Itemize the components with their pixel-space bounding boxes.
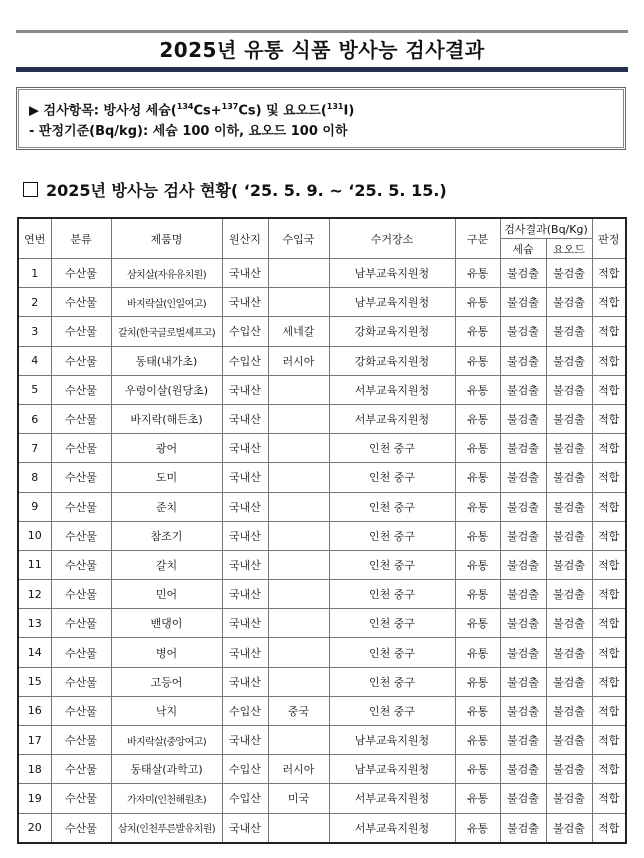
cell-verdict: 적합 — [592, 784, 626, 813]
cell-iodine: 불검출 — [546, 463, 592, 492]
cell-product: 동태(내가초) — [111, 346, 222, 375]
cell-import-country — [268, 404, 329, 433]
cell-category: 수산물 — [51, 259, 111, 288]
cell-cesium: 불검출 — [500, 259, 546, 288]
i131-mass: 131 — [326, 102, 344, 111]
cell-verdict: 적합 — [592, 375, 626, 404]
cell-iodine: 불검출 — [546, 755, 592, 784]
cell-type: 유통 — [455, 726, 500, 755]
cell-cesium: 불검출 — [500, 609, 546, 638]
cell-category: 수산물 — [51, 521, 111, 550]
cell-cesium: 불검출 — [500, 638, 546, 667]
cell-site: 인천 중구 — [329, 609, 455, 638]
table-row — [18, 346, 626, 375]
cell-iodine: 불검출 — [546, 580, 592, 609]
header-verdict: 판정 — [592, 218, 626, 259]
header-collection-site: 수거장소 — [329, 218, 455, 259]
cell-type: 유통 — [455, 667, 500, 696]
cell-import-country — [268, 375, 329, 404]
table-row — [18, 726, 626, 755]
criteria-items-mid: Cs) 및 요오드( — [238, 103, 327, 119]
cell-no: 18 — [18, 755, 51, 784]
cell-category: 수산물 — [51, 492, 111, 521]
cell-type: 유통 — [455, 492, 500, 521]
cell-no: 10 — [18, 521, 51, 550]
cell-verdict: 적합 — [592, 346, 626, 375]
cell-cesium: 불검출 — [500, 755, 546, 784]
cell-site: 강화교육지원청 — [329, 317, 455, 346]
cell-no: 7 — [18, 434, 51, 463]
cell-product: 밴댕이 — [111, 609, 222, 638]
cell-origin: 국내산 — [222, 463, 268, 492]
cell-category: 수산물 — [51, 813, 111, 843]
cell-site: 남부교육지원청 — [329, 288, 455, 317]
table-row — [18, 609, 626, 638]
cell-origin: 국내산 — [222, 259, 268, 288]
cell-product: 고등어 — [111, 667, 222, 696]
cell-category: 수산물 — [51, 755, 111, 784]
cell-type: 유통 — [455, 434, 500, 463]
cell-iodine: 불검출 — [546, 696, 592, 725]
cell-no: 5 — [18, 375, 51, 404]
cell-import-country — [268, 259, 329, 288]
cell-iodine: 불검출 — [546, 813, 592, 843]
cell-category: 수산물 — [51, 667, 111, 696]
cell-cesium: 불검출 — [500, 317, 546, 346]
cell-category: 수산물 — [51, 784, 111, 813]
cell-no: 8 — [18, 463, 51, 492]
cell-iodine: 불검출 — [546, 784, 592, 813]
cell-type: 유통 — [455, 317, 500, 346]
cell-iodine: 불검출 — [546, 288, 592, 317]
cell-origin: 국내산 — [222, 404, 268, 433]
cell-no: 6 — [18, 404, 51, 433]
cell-category: 수산물 — [51, 580, 111, 609]
cell-site: 인천 중구 — [329, 580, 455, 609]
criteria-inner — [18, 89, 624, 148]
header-no: 연번 — [18, 218, 51, 259]
cell-verdict: 적합 — [592, 696, 626, 725]
cell-origin: 국내산 — [222, 434, 268, 463]
cell-verdict: 적합 — [592, 463, 626, 492]
cell-cesium: 불검출 — [500, 550, 546, 579]
table-row — [18, 492, 626, 521]
cell-category: 수산물 — [51, 463, 111, 492]
cell-cesium: 불검출 — [500, 726, 546, 755]
table-row — [18, 696, 626, 725]
cell-cesium: 불검출 — [500, 346, 546, 375]
cell-origin: 수입산 — [222, 755, 268, 784]
cell-category: 수산물 — [51, 346, 111, 375]
cell-product: 바지락살(중앙여고) — [111, 726, 222, 755]
cell-no: 14 — [18, 638, 51, 667]
cell-type: 유통 — [455, 288, 500, 317]
cell-origin: 국내산 — [222, 813, 268, 843]
cell-product: 참조기 — [111, 521, 222, 550]
cell-import-country — [268, 550, 329, 579]
cell-no: 1 — [18, 259, 51, 288]
cell-verdict: 적합 — [592, 259, 626, 288]
cell-verdict: 적합 — [592, 580, 626, 609]
cell-type: 유통 — [455, 638, 500, 667]
cell-type: 유통 — [455, 259, 500, 288]
cell-type: 유통 — [455, 404, 500, 433]
cell-product: 삼치(인천푸른발유치원) — [111, 813, 222, 843]
cell-type: 유통 — [455, 580, 500, 609]
table-row — [18, 259, 626, 288]
cell-import-country: 미국 — [268, 784, 329, 813]
cell-type: 유통 — [455, 550, 500, 579]
table-header-row — [18, 218, 626, 239]
cell-site: 서부교육지원청 — [329, 375, 455, 404]
cell-site: 인천 중구 — [329, 667, 455, 696]
cell-site: 서부교육지원청 — [329, 404, 455, 433]
header-import-country: 수입국 — [268, 218, 329, 259]
cell-import-country — [268, 492, 329, 521]
cell-product: 낙지 — [111, 696, 222, 725]
cell-no: 15 — [18, 667, 51, 696]
cell-type: 유통 — [455, 696, 500, 725]
cell-origin: 국내산 — [222, 609, 268, 638]
cell-origin: 수입산 — [222, 346, 268, 375]
table-row — [18, 638, 626, 667]
cell-type: 유통 — [455, 755, 500, 784]
cell-product: 가자미(인천해원초) — [111, 784, 222, 813]
cell-iodine: 불검출 — [546, 667, 592, 696]
cell-type: 유통 — [455, 609, 500, 638]
cell-no: 17 — [18, 726, 51, 755]
cell-import-country: 중국 — [268, 696, 329, 725]
section-heading — [23, 178, 447, 201]
cell-category: 수산물 — [51, 609, 111, 638]
cell-type: 유통 — [455, 521, 500, 550]
cell-product: 동태살(과학고) — [111, 755, 222, 784]
cell-site: 강화교육지원청 — [329, 346, 455, 375]
page-title: 2025년 유통 식품 방사능 검사결과 — [159, 38, 485, 62]
cell-no: 13 — [18, 609, 51, 638]
cell-no: 20 — [18, 813, 51, 843]
cell-no: 3 — [18, 317, 51, 346]
cell-site: 서부교육지원청 — [329, 784, 455, 813]
header-origin: 원산지 — [222, 218, 268, 259]
cell-origin: 국내산 — [222, 667, 268, 696]
table-body — [18, 259, 626, 843]
cell-import-country — [268, 726, 329, 755]
header-type: 구분 — [455, 218, 500, 259]
table-row — [18, 580, 626, 609]
header-iodine: 요오드 — [546, 239, 592, 259]
cell-iodine: 불검출 — [546, 492, 592, 521]
table-row — [18, 317, 626, 346]
cell-product: 바지락살(인일여고) — [111, 288, 222, 317]
table-row — [18, 755, 626, 784]
cell-verdict: 적합 — [592, 609, 626, 638]
cell-import-country — [268, 463, 329, 492]
cell-cesium: 불검출 — [500, 580, 546, 609]
cell-site: 남부교육지원청 — [329, 259, 455, 288]
table-row — [18, 667, 626, 696]
cell-origin: 국내산 — [222, 550, 268, 579]
criteria-items-prefix: ▶ 검사항목: 방사성 세슘( — [29, 103, 177, 119]
cell-product: 갈치(한국글로벌셰프고) — [111, 317, 222, 346]
criteria-standard-line: - 판정기준(Bq/kg): 세슘 100 이하, 요오드 100 이하 — [29, 124, 348, 140]
cell-site: 인천 중구 — [329, 638, 455, 667]
cell-product: 우렁이살(원당초) — [111, 375, 222, 404]
header-product: 제품명 — [111, 218, 222, 259]
cell-cesium: 불검출 — [500, 696, 546, 725]
table-row — [18, 463, 626, 492]
table-row — [18, 813, 626, 843]
cell-product: 광어 — [111, 434, 222, 463]
table-row — [18, 434, 626, 463]
cell-category: 수산물 — [51, 434, 111, 463]
cell-cesium: 불검출 — [500, 667, 546, 696]
cell-verdict: 적합 — [592, 404, 626, 433]
cell-site: 서부교육지원청 — [329, 813, 455, 843]
cell-iodine: 불검출 — [546, 434, 592, 463]
cell-origin: 국내산 — [222, 492, 268, 521]
cell-site: 인천 중구 — [329, 696, 455, 725]
cell-verdict: 적합 — [592, 550, 626, 579]
cell-import-country — [268, 580, 329, 609]
cell-cesium: 불검출 — [500, 813, 546, 843]
cell-site: 인천 중구 — [329, 463, 455, 492]
criteria-items-line — [29, 96, 613, 121]
cell-category: 수산물 — [51, 638, 111, 667]
cell-verdict: 적합 — [592, 434, 626, 463]
cs-plus: Cs+ — [193, 103, 222, 119]
cell-verdict: 적합 — [592, 638, 626, 667]
cell-category: 수산물 — [51, 726, 111, 755]
cell-no: 9 — [18, 492, 51, 521]
criteria-items-end: I) — [343, 103, 355, 119]
cell-cesium: 불검출 — [500, 521, 546, 550]
cell-category: 수산물 — [51, 404, 111, 433]
cell-iodine: 불검출 — [546, 375, 592, 404]
cell-category: 수산물 — [51, 375, 111, 404]
cell-iodine: 불검출 — [546, 259, 592, 288]
cell-category: 수산물 — [51, 317, 111, 346]
header-result-group: 검사결과(Bq/Kg) — [500, 218, 592, 239]
table-row — [18, 288, 626, 317]
cell-origin: 국내산 — [222, 638, 268, 667]
cell-iodine: 불검출 — [546, 317, 592, 346]
cell-category: 수산물 — [51, 288, 111, 317]
cell-no: 12 — [18, 580, 51, 609]
table-row — [18, 404, 626, 433]
cell-cesium: 불검출 — [500, 288, 546, 317]
cell-import-country — [268, 813, 329, 843]
table-row — [18, 521, 626, 550]
checkbox-icon — [23, 182, 38, 197]
cell-origin: 국내산 — [222, 580, 268, 609]
cell-site: 인천 중구 — [329, 492, 455, 521]
cell-cesium: 불검출 — [500, 375, 546, 404]
cell-cesium: 불검출 — [500, 404, 546, 433]
table-row — [18, 550, 626, 579]
cs137-mass: 137 — [221, 102, 239, 111]
cell-no: 4 — [18, 346, 51, 375]
cell-origin: 국내산 — [222, 726, 268, 755]
cell-site: 남부교육지원청 — [329, 755, 455, 784]
cell-import-country — [268, 288, 329, 317]
cell-site: 남부교육지원청 — [329, 726, 455, 755]
cell-cesium: 불검출 — [500, 784, 546, 813]
cell-verdict: 적합 — [592, 288, 626, 317]
cell-category: 수산물 — [51, 550, 111, 579]
cell-import-country — [268, 434, 329, 463]
cell-origin: 수입산 — [222, 784, 268, 813]
cell-product: 갈치 — [111, 550, 222, 579]
cell-iodine: 불검출 — [546, 726, 592, 755]
cell-type: 유통 — [455, 463, 500, 492]
cell-verdict: 적합 — [592, 813, 626, 843]
cell-iodine: 불검출 — [546, 346, 592, 375]
cell-cesium: 불검출 — [500, 463, 546, 492]
cell-cesium: 불검출 — [500, 492, 546, 521]
cell-origin: 국내산 — [222, 288, 268, 317]
cell-import-country: 러시아 — [268, 755, 329, 784]
cs134-mass: 134 — [176, 102, 194, 111]
cell-verdict: 적합 — [592, 521, 626, 550]
header-category: 분류 — [51, 218, 111, 259]
cell-verdict: 적합 — [592, 755, 626, 784]
cell-product: 삼치살(자유유치원) — [111, 259, 222, 288]
cell-no: 2 — [18, 288, 51, 317]
cell-iodine: 불검출 — [546, 404, 592, 433]
table-row — [18, 375, 626, 404]
cell-type: 유통 — [455, 346, 500, 375]
cell-verdict: 적합 — [592, 317, 626, 346]
cell-iodine: 불검출 — [546, 521, 592, 550]
cell-origin: 수입산 — [222, 317, 268, 346]
cell-verdict: 적합 — [592, 726, 626, 755]
cell-type: 유통 — [455, 813, 500, 843]
cell-product: 바지락(해든초) — [111, 404, 222, 433]
cell-product: 준치 — [111, 492, 222, 521]
section-heading-text: 2025년 방사능 검사 현황( ‘25. 5. 9. ~ ‘25. 5. 15.) — [46, 181, 447, 200]
cell-import-country — [268, 609, 329, 638]
cell-import-country — [268, 667, 329, 696]
cell-iodine: 불검출 — [546, 638, 592, 667]
criteria-box — [16, 87, 626, 150]
cell-origin: 국내산 — [222, 375, 268, 404]
cell-verdict: 적합 — [592, 492, 626, 521]
cell-iodine: 불검출 — [546, 609, 592, 638]
cell-product: 병어 — [111, 638, 222, 667]
cell-iodine: 불검출 — [546, 550, 592, 579]
top-rule — [16, 30, 628, 33]
cell-no: 19 — [18, 784, 51, 813]
cell-no: 16 — [18, 696, 51, 725]
cell-type: 유통 — [455, 375, 500, 404]
cell-cesium: 불검출 — [500, 434, 546, 463]
cell-import-country: 세네갈 — [268, 317, 329, 346]
table-row — [18, 784, 626, 813]
cell-origin: 국내산 — [222, 521, 268, 550]
title-underline-bar — [16, 67, 628, 72]
cell-site: 인천 중구 — [329, 434, 455, 463]
header-cesium: 세슘 — [500, 239, 546, 259]
cell-import-country — [268, 521, 329, 550]
cell-origin: 수입산 — [222, 696, 268, 725]
cell-type: 유통 — [455, 784, 500, 813]
cell-verdict: 적합 — [592, 667, 626, 696]
cell-product: 민어 — [111, 580, 222, 609]
cell-product: 도미 — [111, 463, 222, 492]
cell-site: 인천 중구 — [329, 550, 455, 579]
cell-import-country: 러시아 — [268, 346, 329, 375]
cell-import-country — [268, 638, 329, 667]
cell-no: 11 — [18, 550, 51, 579]
results-table — [17, 217, 627, 844]
cell-category: 수산물 — [51, 696, 111, 725]
cell-site: 인천 중구 — [329, 521, 455, 550]
